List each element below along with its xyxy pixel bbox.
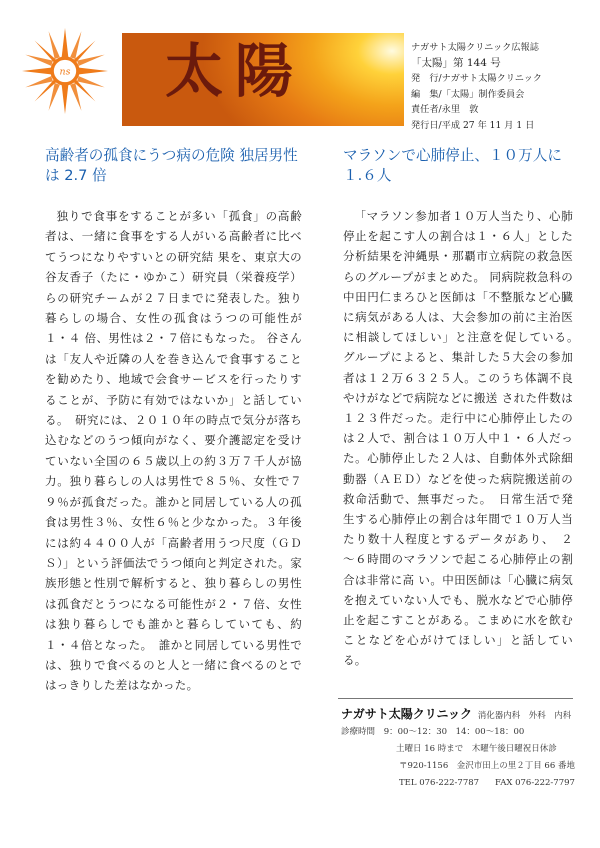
- article-headline: マラソンで心肺停止、１０万人に１.６人: [343, 147, 562, 184]
- article-body: 「マラソン参加者１０万人当たり、心肺停止を起こす人の割合は１・６人」とした分析結果を沖縄県・那覇市立病院の救急医らのグループがまとめた。 同病院救急科の中田円仁まろひと医師は「不整脈など心臓に病気がある人は、大会参加の前に主治医に相談してほしい」と注意を促している。 グループによると、集計した５大会の参加者は１２万６３２５人。このうち体調不良やけがなどで病院などに搬送 された件数は１２３件だった。走行中に心肺停止したのは２人で、割合は１０万人中１・６人だった。心肺停止した２人は、自動体外式除細動器（ＡＥＤ）などを使った病院搬送前の救命活動で、無事だった。 日常生活で発生する心肺停止の割合は年間で１０万人当たり数十人程度とするデータがあり、 ２～６時間のマラソンで起こる心肺停止の割合は非常に高 い。中田医師は「心臓に病気を抱えていない人でも、脱水などで心肺停止を起こすことがある。こまめに水を飲むことなどを心がけてほしい」と話している。: [343, 209, 585, 668]
- article-headline: 高齢者の孤食にうつ病の危険 独居男性は 2.7 倍: [45, 147, 298, 184]
- article-solitary-eating: [45, 146, 314, 696]
- sun-logo-icon: [22, 28, 108, 114]
- clinic-closed-days: 土曜日 16 時まで 木曜午後日曜祝日休診: [396, 744, 557, 754]
- publication-name: ナガサト太陽クリニック広報誌: [411, 42, 539, 53]
- clinic-fax: FAX 076-222-7797: [495, 778, 575, 788]
- hours-label: 診療時間: [341, 727, 376, 737]
- footer-divider: [338, 698, 573, 699]
- publisher: 発 行/ナガサト太陽クリニック: [411, 73, 542, 84]
- issue-date: 発行日/平成 27 年 11 月 1 日: [411, 119, 535, 131]
- clinic-tel: TEL 076-222-7787: [399, 778, 480, 788]
- clinic-departments: 消化器内科 外科 内科: [477, 711, 572, 721]
- responsible-person: 責任者/永里 敦: [411, 104, 479, 115]
- clinic-footer: [341, 706, 577, 792]
- article-body: 独りで食事をすることが多い「孤食」の高齢者は、一緒に食事をする人がいる高齢者に比べてうつになりやすいとの研究結 果を、東京大の谷友香子（たに・ゆかこ）研究員（栄養疫学）らの研究チームが２７日までに発表した。独り暮らしの場合、女性の孤食はうつの可能性が １・４ 倍、男性は２・７倍にもなった。 谷さんは「友人や近隣の人を巻き込んで食事することを勧めたり、地域で会食サービスを行ったりすることが、予防に有効ではないか」と話している。 研究には、２０１０年の時点で気分が落ち込むなどのうつ傾向がなく、要介護認定を受けていない全国の６５歳以上の約３万７千人が協力。独り暮らしの人は男性で８５％、女性で７９％が孤食だった。誰かと同居している人の孤食は男性３％、女性６％と少なかった。３年後には約４４００人が「高齢者用うつ尺度（ＧＤＳ）」という評価法でうつ傾向と判定された。家族形態と性別で解析すると、独り暮らしの男性は孤食だとうつになる可能性が２・７倍、女性は独り暮らしでも誰かと暮らしていても、約１・４倍となった。 誰かと同居している男性では、独りで食べるのと人と一緒に食べるのとではっきりした差はなかった。: [45, 209, 314, 693]
- article-marathon: [343, 146, 585, 671]
- editor: 編 集/「太陽」制作委員会: [411, 88, 525, 100]
- masthead-info: [411, 40, 591, 133]
- clinic-address: 〒920-1156 金沢市田上の里２丁目 66 番地: [399, 761, 575, 771]
- newsletter-title: 太陽: [165, 37, 306, 105]
- issue-number: 「太陽」第 144 号: [411, 56, 501, 69]
- clinic-name: ナガサト太陽クリニック: [341, 707, 473, 721]
- svg-text:ns: ns: [59, 66, 71, 78]
- clinic-hours: 9：00～12：30 14：00～18：00: [383, 727, 525, 737]
